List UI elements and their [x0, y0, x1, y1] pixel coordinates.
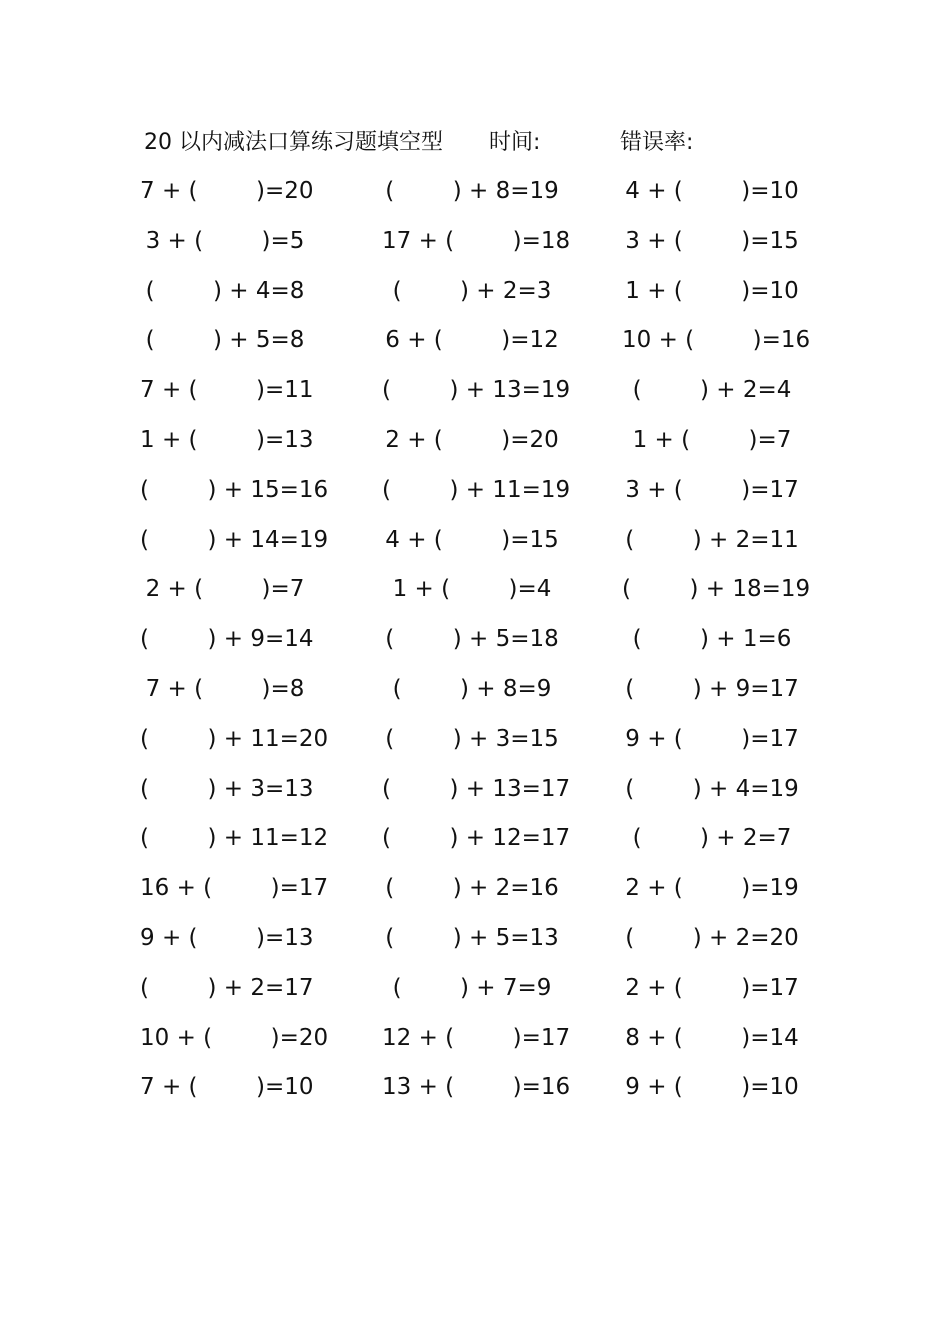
problem: 7 + ( )=10 — [140, 1074, 314, 1101]
problem: ( ) + 18=19 — [622, 576, 811, 603]
problem: ( ) + 3=15 — [385, 725, 559, 752]
problem-row — [0, 367, 950, 417]
problem-row — [0, 317, 950, 367]
problem: ( ) + 2=11 — [625, 526, 799, 553]
problem: ( ) + 14=19 — [140, 526, 329, 553]
problem: ( ) + 12=17 — [382, 825, 571, 852]
problem: ( ) + 13=19 — [382, 377, 571, 404]
problem: ( ) + 4=8 — [145, 277, 305, 304]
problem: ( ) + 11=20 — [140, 725, 329, 752]
problem: ( ) + 2=17 — [140, 974, 314, 1001]
problem: 10 + ( )=20 — [140, 1024, 329, 1051]
time-label: 时间: — [489, 130, 541, 155]
problem: ( ) + 15=16 — [140, 476, 329, 503]
problem-row — [0, 168, 950, 218]
problem: 7 + ( )=20 — [140, 178, 314, 204]
problem: ( ) + 2=4 — [632, 377, 792, 404]
problem: ( ) + 8=19 — [385, 178, 559, 204]
problem-row — [0, 716, 950, 766]
problem: 2 + ( )=17 — [625, 974, 799, 1001]
problem: 7 + ( )=11 — [140, 377, 314, 404]
problem: ( ) + 1=6 — [632, 626, 792, 653]
problem: ( ) + 5=8 — [145, 327, 305, 354]
problem-row — [0, 915, 950, 965]
problem: 2 + ( )=19 — [625, 875, 799, 902]
problem: 4 + ( )=15 — [385, 526, 559, 553]
problem: ( ) + 7=9 — [392, 974, 552, 1001]
problem: 1 + ( )=10 — [625, 277, 799, 304]
problem-row — [0, 218, 950, 268]
problem: ( ) + 8=9 — [392, 675, 552, 702]
problem: ( ) + 3=13 — [140, 775, 314, 802]
error-rate-label: 错误率: — [620, 130, 694, 155]
problem: 8 + ( )=14 — [625, 1024, 799, 1051]
problem-row — [0, 467, 950, 517]
problem: 9 + ( )=13 — [140, 924, 314, 951]
problem: 7 + ( )=8 — [145, 675, 305, 702]
problem-row — [0, 566, 950, 616]
problem-row — [0, 766, 950, 816]
problem-row — [0, 815, 950, 865]
problem-row — [0, 965, 950, 1015]
problem: ( ) + 2=16 — [385, 875, 559, 902]
worksheet-title: 20 以内减法口算练习题填空型 — [144, 130, 443, 155]
problem: 3 + ( )=15 — [625, 227, 799, 254]
problem: ( ) + 2=3 — [392, 277, 552, 304]
problem: ( ) + 2=20 — [625, 924, 799, 951]
problem: ( ) + 13=17 — [382, 775, 571, 802]
problem-grid — [0, 168, 950, 1114]
problem: ( ) + 5=13 — [385, 924, 559, 951]
problem-row — [0, 666, 950, 716]
problem-row — [0, 1015, 950, 1065]
problem: 17 + ( )=18 — [382, 227, 571, 254]
problem: 9 + ( )=17 — [625, 725, 799, 752]
problem: ( ) + 11=12 — [140, 825, 329, 852]
problem: 1 + ( )=4 — [392, 576, 552, 603]
problem: 12 + ( )=17 — [382, 1024, 571, 1051]
problem: 13 + ( )=16 — [382, 1074, 571, 1101]
problem: 2 + ( )=7 — [145, 576, 305, 603]
problem: 1 + ( )=7 — [632, 426, 792, 453]
problem-row — [0, 417, 950, 467]
problem: ( ) + 9=17 — [625, 675, 799, 702]
problem-row — [0, 616, 950, 666]
problem-row — [0, 517, 950, 567]
problem: 16 + ( )=17 — [140, 875, 329, 902]
problem: 6 + ( )=12 — [385, 327, 559, 354]
problem: ( ) + 4=19 — [625, 775, 799, 802]
problem: 1 + ( )=13 — [140, 426, 314, 453]
problem: 10 + ( )=16 — [622, 327, 811, 354]
problem: ( ) + 9=14 — [140, 626, 314, 653]
worksheet-header — [144, 126, 824, 160]
problem: 2 + ( )=20 — [385, 426, 559, 453]
problem-row — [0, 865, 950, 915]
problem: 9 + ( )=10 — [625, 1074, 799, 1101]
problem: 3 + ( )=5 — [145, 227, 305, 254]
problem: ( ) + 2=7 — [632, 825, 792, 852]
problem: 4 + ( )=10 — [625, 178, 799, 204]
problem-row — [0, 1064, 950, 1114]
problem: ( ) + 5=18 — [385, 626, 559, 653]
problem: ( ) + 11=19 — [382, 476, 571, 503]
problem-row — [0, 268, 950, 318]
problem: 3 + ( )=17 — [625, 476, 799, 503]
